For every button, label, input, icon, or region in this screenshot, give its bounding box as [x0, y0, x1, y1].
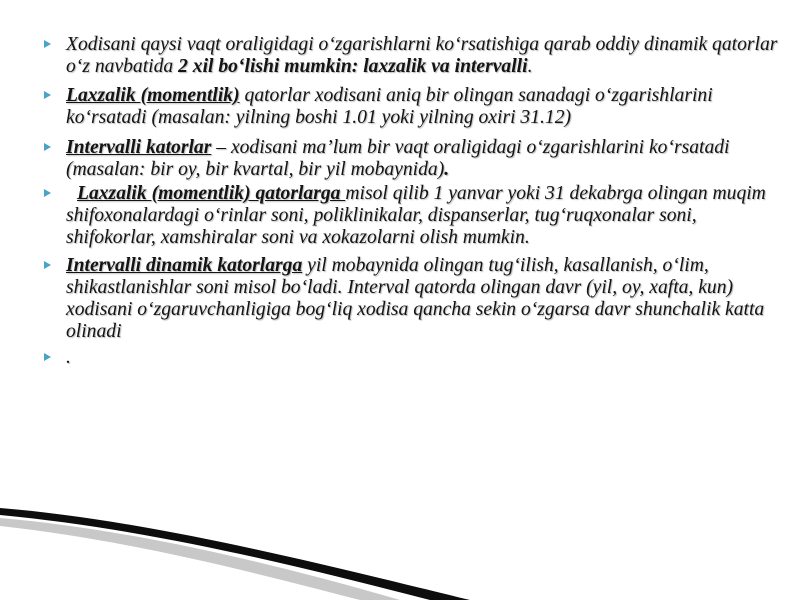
text-segment: . — [527, 56, 533, 77]
bullet-arrow-icon — [44, 91, 51, 99]
list-item — [44, 347, 784, 369]
list-item — [44, 85, 784, 129]
bullet-arrow-icon — [44, 189, 51, 197]
swoosh-shadow — [0, 518, 400, 600]
list-item — [44, 34, 784, 78]
item-text — [66, 347, 784, 369]
bullet-list — [44, 34, 784, 369]
term-heading: Intervalli katorlar — [66, 137, 212, 158]
list-item — [44, 137, 784, 181]
item-text — [66, 34, 784, 78]
text-segment: yil mobaynida olingan tug‘ilish, kasallanish, o‘lim, shikastlanishlar soni misol bo‘ladi. Interval qatorda olingan davr (yil, oy, xafta, kun) xodisani o‘zgaruvchanligiga bog‘liq xodisa qancha sekin o‘zgarsa davr shunchalik katta olinadi — [66, 255, 765, 342]
list-item — [44, 255, 784, 343]
item-text — [66, 85, 784, 129]
item-text — [66, 183, 784, 249]
text-segment: misol qilib 1 yanvar yoki 31 dekabrga olingan muqim shifoxonalardagi o‘rinlar soni, poliklinikalar, dispanserlar, tug‘ruqxonalar soni, shifokorlar, xamshiralar soni va xokazolarni olish mumkin. — [66, 183, 766, 248]
term-heading: Laxzalik (momentlik) qatorlarga — [77, 183, 346, 204]
bullet-arrow-icon — [44, 143, 51, 151]
text-segment: – xodisani ma’lum bir vaqt oraligidagi o‘zgarishlarini ko‘rsatadi (masalan: bir oy, bir kvartal, bir yil mobaynida) — [66, 137, 730, 180]
bullet-arrow-icon — [44, 353, 51, 361]
text-segment: qatorlar xodisani aniq bir olingan sanadagi o‘zgarishlarini ko‘rsatadi (masalan: yilning boshi 1.01 yoki yilning oxiri 31.12) — [66, 85, 713, 128]
term-heading: Laxzalik (momentlik) — [66, 85, 240, 106]
bullet-arrow-icon — [44, 40, 51, 48]
list-item — [44, 183, 784, 249]
item-text — [66, 255, 784, 343]
text-segment: . — [66, 347, 71, 368]
text-segment: Xodisani qaysi vaqt oraligidagi o‘zgarishlarni ko‘rsatishiga qarab oddiy dinamik qatorlar o‘z navbatida — [66, 34, 778, 77]
bullet-arrow-icon — [44, 261, 51, 269]
item-text — [66, 137, 784, 181]
term-heading: Intervalli dinamik katorlarga — [66, 255, 303, 276]
emphasis-text: 2 xil bo‘lishi mumkin: laxzalik va intervalli — [178, 56, 528, 77]
text-segment: . — [444, 159, 450, 180]
swoosh-main — [0, 508, 470, 600]
